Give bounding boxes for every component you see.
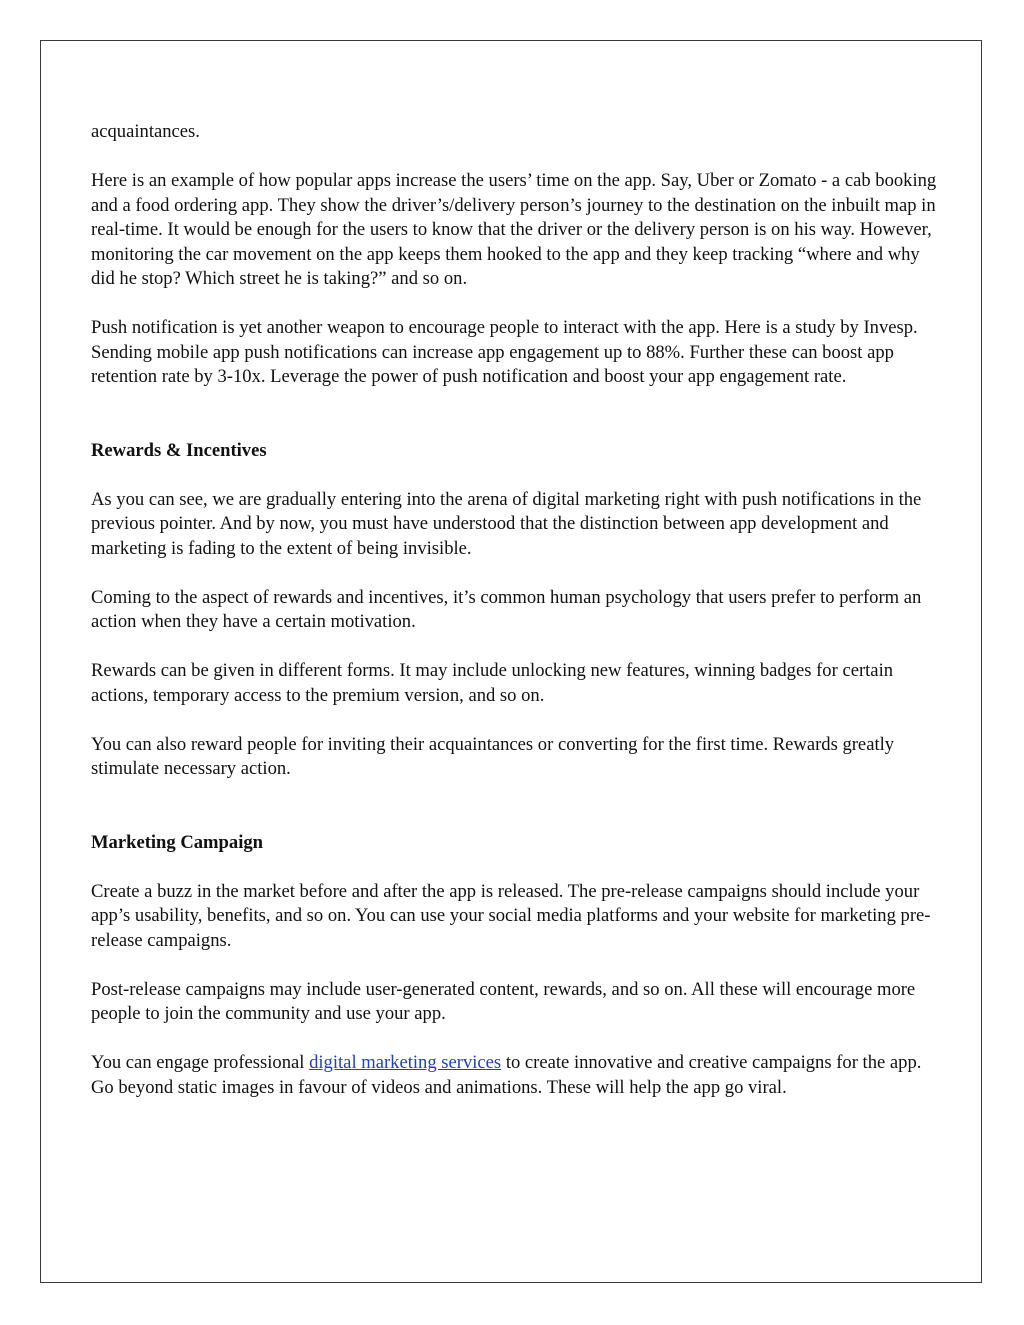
text-before-link: You can engage professional [91, 1052, 310, 1073]
digital-marketing-services-link[interactable]: digital marketing services [309, 1052, 502, 1073]
paragraph-reward-invites: You can also reward people for inviting their acquaintances or converting for the first time. Rewards greatly stimulate necessary action. [91, 733, 895, 779]
text-after-link: to create innovative and creative campaigns for the app. Go beyond static images in favour of videos and animations. These will help the app go viral. [91, 1052, 922, 1098]
paragraph-app-time-example: Here is an example of how popular apps increase the users’ time on the app. Say, Uber or Zomato - a cab booking and a food ordering app. They show the driver’s/delivery person’s journey to the destination on the inbuilt map in real-time. It would be enough for the users to know that the driver or the delivery person is on his way. However, monitoring the car movement on the app keeps them hooked to the app and they keep tracking “where and why did he stop? Which street he is taking?” and so on. [91, 170, 937, 289]
paragraph-reward-forms: Rewards can be given in different forms. It may include unlocking new features, winning badges for certain actions, temporary access to the premium version, and so on. [91, 660, 894, 706]
document-body [91, 120, 941, 1100]
paragraph-professional-services [91, 1051, 941, 1100]
paragraph-pre-release: Create a buzz in the market before and after the app is released. The pre-release campaigns should include your app’s usability, benefits, and so on. You can use your social media platforms and your website for marketing pre-release campaigns. [91, 880, 931, 951]
paragraph-rewards-psychology: Coming to the aspect of rewards and incentives, it’s common human psychology that users prefer to perform an action when they have a certain motivation. [91, 586, 922, 632]
paragraph-digital-marketing-intro: As you can see, we are gradually entering into the arena of digital marketing right with push notifications in the previous pointer. And by now, you must have understood that the distinction between app development and marketing is fading to the extent of being invisible. [91, 488, 922, 559]
section-heading-rewards: Rewards & Incentives [91, 439, 267, 461]
section-heading-marketing: Marketing Campaign [91, 831, 263, 853]
paragraph-continuation: acquaintances. [91, 121, 200, 142]
paragraph-push-notification: Push notification is yet another weapon to encourage people to interact with the app. Here is a study by Invesp. Sending mobile app push notifications can increase app engagement up to 88%. Further these can boost app retention rate by 3-10x. Leverage the power of push notification and boost your app engagement rate. [91, 317, 918, 387]
paragraph-post-release: Post-release campaigns may include user-generated content, rewards, and so on. All these will encourage more people to join the community and use your app. [91, 978, 916, 1024]
